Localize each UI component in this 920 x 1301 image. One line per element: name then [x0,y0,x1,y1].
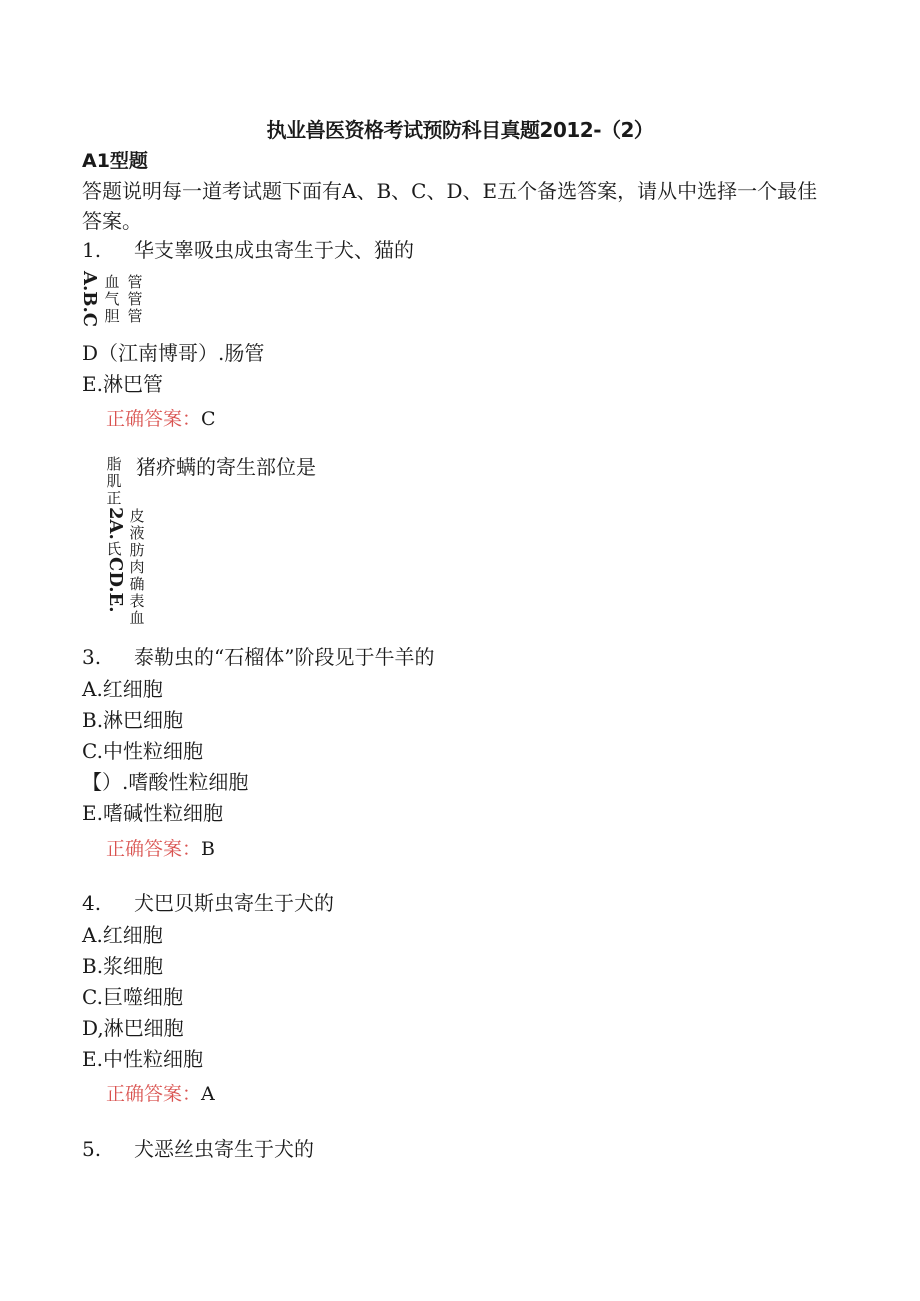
question-4 [82,891,334,915]
answer-label: 正确答案： [106,408,202,430]
q3-option-e: E.嗜碱性粒细胞 [82,801,223,825]
question-text: 犬巴贝斯虫寄生于犬的 [134,891,334,915]
answer-label: 正确答案： [106,838,202,860]
question-text: 犬恶丝虫寄生于犬的 [134,1137,314,1161]
question-3 [82,645,434,669]
question-1 [82,238,414,262]
q2-rotated-letters: CD.E. [105,557,126,613]
question-text: 泰勒虫的“石榴体”阶段见于牛羊的 [134,645,435,669]
q3-answer [106,834,215,861]
q2-shi-char: 氏 [106,540,122,558]
q1-option-e: E.淋巴管 [82,372,163,396]
q3-option-a: A.红细胞 [82,677,163,701]
q3-option-b: B.淋巴细胞 [82,708,184,732]
q2-rotated-number: 2A. [105,507,126,540]
q1-option-column-b: 管管管 [127,273,143,325]
question-number: 4. [82,891,102,915]
question-5 [82,1137,314,1161]
q4-option-b: B.浆细胞 [82,954,164,978]
q3-option-c: C.中性粒细胞 [82,739,203,763]
instructions: 答题说明每一道考试题下面有A、B、C、D、E五个备选答案，请从中选择一个最佳答案。 [82,179,818,233]
question-number: 3. [82,645,102,669]
q2-question-text: 猪疥螨的寄生部位是 [136,455,316,479]
answer-label: 正确答案： [106,1083,202,1105]
q4-option-a: A.红细胞 [82,923,163,947]
section-heading: A1型题 [82,150,148,172]
question-number: 5. [82,1137,102,1161]
answer-value: B [201,838,215,860]
q4-option-c: C.巨噬细胞 [82,985,183,1009]
q4-answer [106,1079,215,1106]
answer-value: A [201,1083,215,1105]
q2-small-column: 脂肌正 [106,455,122,507]
q1-option-letters: A.B.C [79,271,100,328]
question-text: 华支睾吸虫成虫寄生于犬、猫的 [134,238,414,262]
q1-option-column-a: 血气胆 [104,273,120,325]
q4-option-d: D,淋巴细胞 [82,1016,184,1040]
q3-option-d: 【）.嗜酸性粒细胞 [82,770,249,794]
page-title: 执业兽医资格考试预防科目真题2012-（2） [266,118,654,142]
q4-option-e: E.中性粒细胞 [82,1047,203,1071]
q1-option-d: D（江南博哥）.肠管 [82,341,265,365]
answer-value: C [201,408,216,430]
q1-answer [106,404,216,431]
question-number: 1. [82,238,102,262]
q2-option-column: 皮液肪肉确表血 [129,507,145,627]
